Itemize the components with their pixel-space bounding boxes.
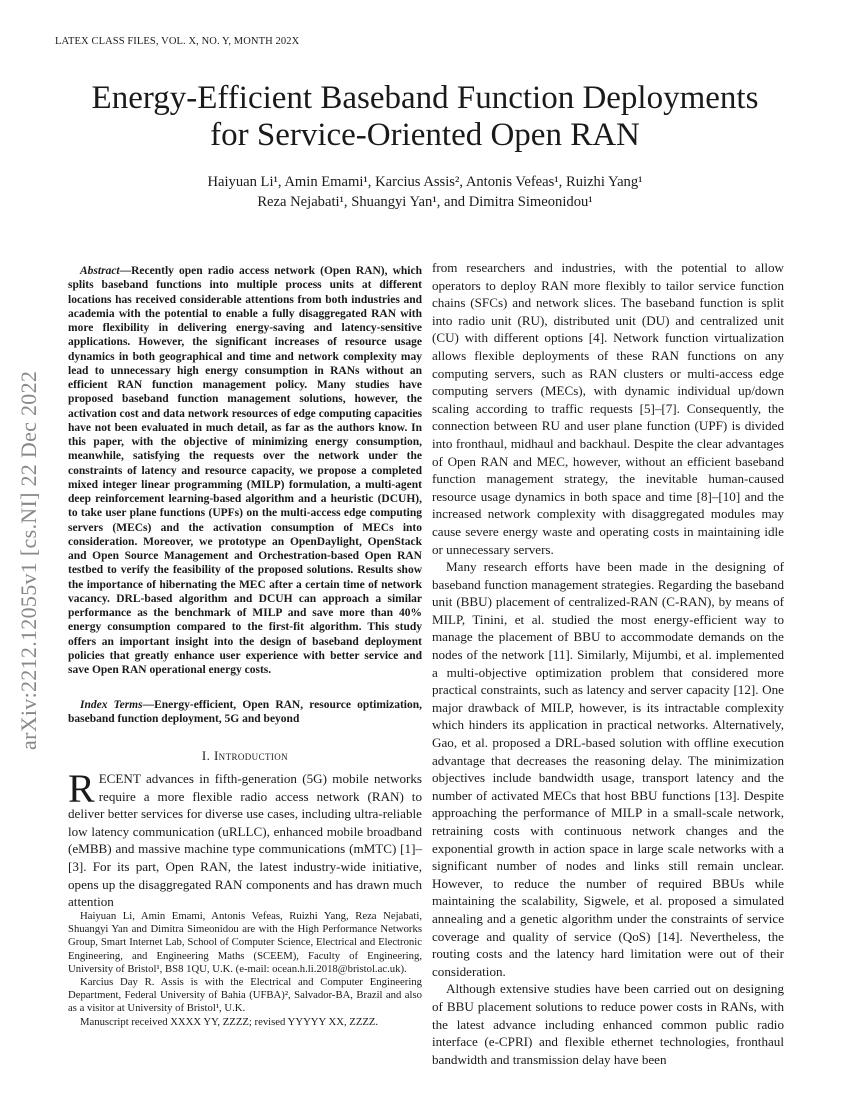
section-title: Introduction: [213, 748, 289, 763]
footnote-affiliation-2: Karcius Day R. Assis is with the Electrical and Computer Engineering Department, Federal University of Bahia (UFBA)², Salvador-BA, Brazil and also as a visitor at University of Bristol¹, U.K.: [68, 976, 422, 1015]
arxiv-stamp: arXiv:2212.12055v1 [cs.NI] 22 Dec 2022: [16, 370, 41, 750]
body-paragraph-1: from researchers and industries, with the potential to allow operators to deploy RAN more flexibly to tailor service function chains (SFCs) and network slices. The baseband function is split into radio unit (RU), distributed unit (DU) and centralized unit (CU) with different options [4]. Network function virtualization allows flexible deployments of these RAN functions on any computing servers, such as RAN clusters or multi-access edge computing servers (MECs), with dynamic individual up/down scaling according to traffic requests [5]–[7]. Consequently, the connection between RU and user plane function (UPF) is divided into fronthaul, midhaul and backhaul. Despite the clear advantages of Open RAN and MEC, however, without an efficient baseband function management strategy, the inevitable human-caused resource usage dynamics in both space and time [8]–[10] and the increased network complexity with disaggregated modules may cause severe energy waste and operating costs in maintaining idle or unnecessary servers.: [432, 260, 784, 557]
index-terms: [68, 698, 422, 727]
intro-first-word: ECENT: [98, 771, 141, 786]
paper-title: [40, 80, 810, 154]
authors-line-2: Reza Nejabati¹, Shuangyi Yan¹, and Dimitra Simeonidou¹: [257, 194, 593, 210]
right-column: [432, 259, 784, 1068]
abstract-text: —Recently open radio access network (Open RAN), which splits baseband functions into multiple process units at different locations has received considerable attentions from both industries and academia with the potential to enable a fully disaggregated RAN with more flexibility in delivering energy-saving and latency-sensitive applications. However, the significant increases of resource usage dynamics in both geographical and time and network complexity may lead to unnecessary high energy consumption in RANs without an efficient RAN function management policy. Many studies have proposed baseband function management solutions, however, the activation cost and data network resources of edge computing capacities have not been evaluated in much detail, as far as the authors know. In this paper, with the objective of minimizing energy consumption, meanwhile, satisfying the requests over the network under the constraints of latency and resource capacity, we propose a completed mixed integer linear programming (MILP) formulation, a multi-agent deep reinforcement learning-based algorithm and a heuristic (DCUH), to take user plane functions (UPFs) on the multi-access edge computing servers (MECs) and the activation consumption of MECs into consideration. Moreover, we prototype an OpenDaylight, OpenStack and Open Source Management and Orchestration-based Open RAN testbed to verify the feasibility of the proposed solutions. Results show the importance of hibernating the MEC after a certain time of network vacancy. DRL-based algorithm and DCUH can approach a similar performance as the benchmark of MILP and save more than 40% energy consumption compared to the first-fit algorithm. This study offers an important insight into the design of baseband deployment policies that greatly enhance user experience with better service and save Open RAN operational energy costs.: [68, 265, 422, 676]
drop-cap: R: [68, 766, 95, 811]
introduction-paragraph: [68, 766, 422, 911]
title-line-2: for Service-Oriented Open RAN: [210, 117, 640, 153]
footnote-manuscript: Manuscript received XXXX YY, ZZZZ; revised YYYYY XX, ZZZZ.: [80, 1015, 379, 1028]
intro-text: advances in fifth-generation (5G) mobile networks require a more flexible radio access network (RAN) to deliver better services for diverse use cases, including ultra-reliable low latency communication (uRLLC), enhanced mobile broadband (eMBB) and massive machine type communications (mMTC) [1]–[3]. For its part, Open RAN, the latest industry-wide initiative, opens up the disaggregated RAN components and has drawn much attention: [68, 771, 422, 910]
body-paragraph-2: Many research efforts have been made in the designing of baseband function management strategies. Regarding the baseband unit (BBU) placement of centralized-RAN (C-RAN), by means of MILP, Tinini, et al. studied the most energy-efficient way to manage the placement of BBU to accommodate demands on the nodes of the network [11]. Similarly, Mijumbi, et al. implemented a multi-objective optimization problem that considered more practical constraints, such as latency and server capacity [12]. One major drawback of MILP, however, is its intractable complexity which hinders its application in practical networks. Alternatively, Gao, et al. proposed a DRL-based solution with offline execution advantage that decreases the reasoning delay. The minimization objectives include bandwidth usage, transport latency and the number of activated MECs that host BBU functions [13]. Despite approaching the performance of MILP in a small-scale network, retraining costs with continuous network changes and the exponential growth in action space in large scale networks with a significant number of nodes and links still remain unclear. However, to reduce the number of required BBUs while maintaining the scalability, Sigwele, et al. proposed a simulated annealing and a genetic algorithm under the constraints of service coverage and quality of service (QoS) [14]. Nevertheless, the routing costs and the latency hard limitation were out of their consideration.: [432, 559, 784, 979]
index-terms-text: —Energy-efficient, Open RAN, resource optimization, baseband function deployment, 5G and beyond: [68, 699, 422, 726]
footnote-affiliation-1: Haiyuan Li, Amin Emami, Antonis Vefeas, Ruizhi Yang, Reza Nejabati, Shuangyi Yan and Dimitra Simeonidou are with the High Performance Networks Group, Smart Internet Lab, School of Computer Science, Electrical and Electronic Engineering, and Engineering Maths (SCEEM), Faculty of Engineering, University of Bristol¹, BS8 1QU, U.K. (e-mail: ocean.h.li.2018@bristol.ac.uk).: [68, 910, 422, 975]
footnotes: [68, 910, 422, 1029]
title-line-1: Energy-Efficient Baseband Function Deployments: [91, 80, 759, 116]
section-number: I.: [201, 748, 211, 763]
authors-line-1: Haiyuan Li¹, Amin Emami¹, Karcius Assis², Antonis Vefeas¹, Ruizhi Yang¹: [207, 174, 643, 190]
author-list: [40, 172, 810, 212]
body-paragraph-3: Although extensive studies have been carried out on designing of BBU placement solutions to reduce power costs in RANs, with the latest advance including enhanced common public radio interface (e-CPRI) and flexible ethernet technologies, fronthaul bandwidth and transmission delay have been: [432, 981, 784, 1067]
abstract-label: Abstract: [80, 265, 120, 277]
abstract: [68, 264, 422, 677]
section-heading: [68, 748, 422, 764]
index-terms-label: Index Terms: [80, 699, 143, 711]
running-header: LATEX CLASS FILES, VOL. X, NO. Y, MONTH 202X: [55, 36, 300, 47]
